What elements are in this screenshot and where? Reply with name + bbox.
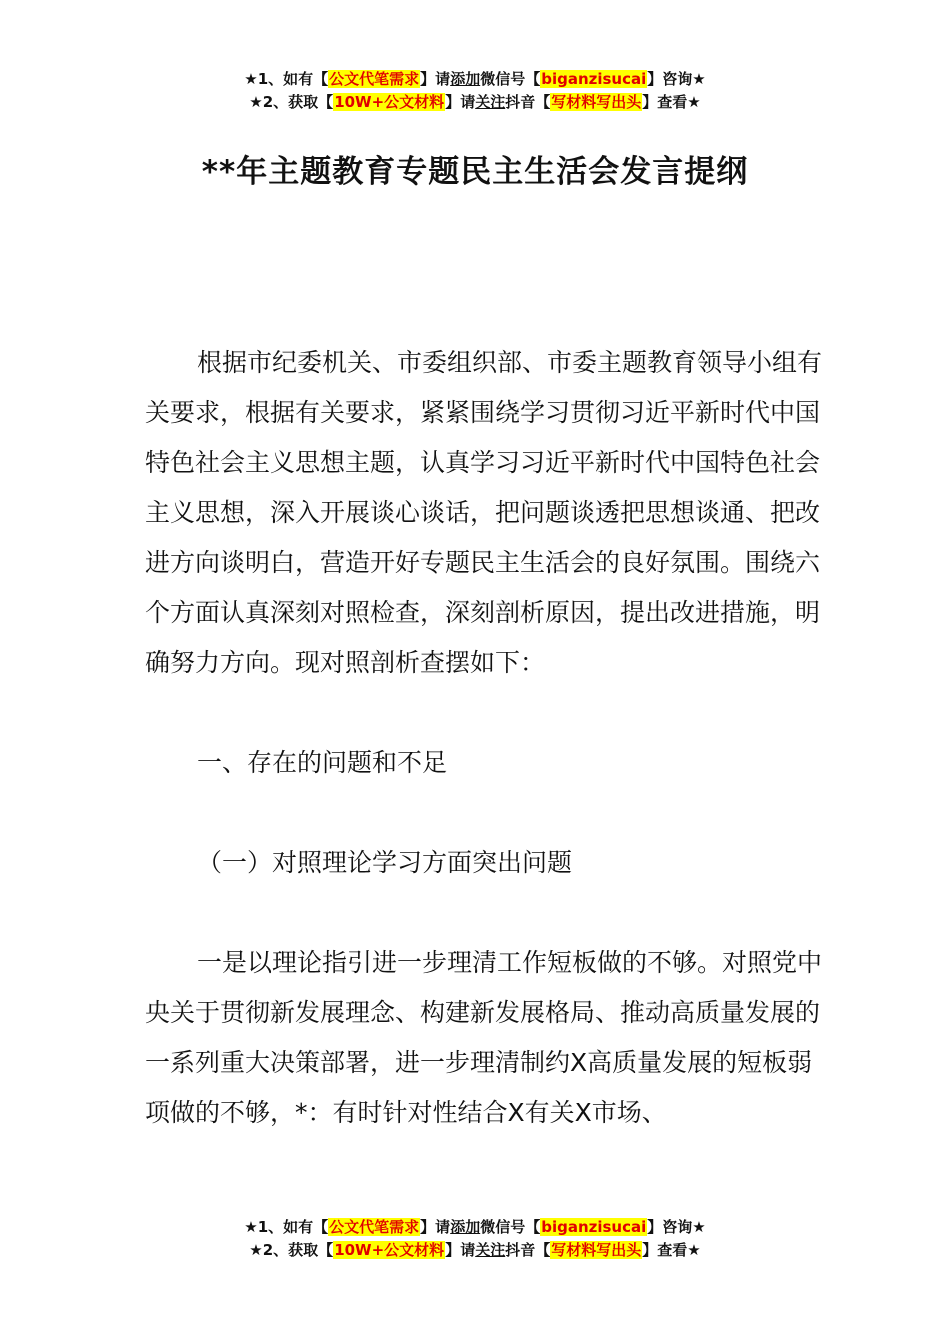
banner-line-1: ★1、如有【公文代笔需求】请添加微信号【biganzisucai】咨询★ (244, 70, 706, 88)
subsection-heading: （一）对照理论学习方面突出问题 (197, 848, 573, 877)
section-heading: 一、存在的问题和不足 (197, 748, 448, 777)
highlight-materials: 10W+公文材料 (334, 93, 445, 111)
document-title: **年主题教育专题民主生活会发言提纲 (201, 154, 749, 190)
highlight-materials: 10W+公文材料 (334, 1241, 445, 1259)
banner-line-2: ★2、获取【10W+公文材料】请关注抖音【写材料写出头】查看★ (249, 1241, 701, 1259)
point-paragraph: 一是以理论指引进一步理清工作短板做的不够。对照党中央关于贯彻新发展理念、构建新发展格局、推动高质量发展的一系列重大决策部署，进一步理清制约X高质量发展的短板弱项做的不够，*：有时针对性结合X有关X市场、 (145, 948, 823, 1127)
highlight-wechat-id: biganzisucai (541, 70, 647, 88)
footer-banner (0, 1216, 950, 1262)
banner-line-2: ★2、获取【10W+公文材料】请关注抖音【写材料写出头】查看★ (249, 93, 701, 111)
highlight-service: 公文代笔需求 (329, 70, 420, 88)
document-body (145, 338, 825, 1138)
highlight-douyin-account: 写材料写出头 (551, 93, 642, 111)
highlight-service: 公文代笔需求 (329, 1218, 420, 1236)
highlight-douyin-account: 写材料写出头 (551, 1241, 642, 1259)
highlight-wechat-id: biganzisucai (541, 1218, 647, 1236)
banner-line-1: ★1、如有【公文代笔需求】请添加微信号【biganzisucai】咨询★ (244, 1218, 706, 1236)
header-banner (0, 68, 950, 114)
intro-paragraph: 根据市纪委机关、市委组织部、市委主题教育领导小组有关要求，根据有关要求，紧紧围绕学习贯彻习近平新时代中国特色社会主义思想主题，认真学习习近平新时代中国特色社会主义思想，深入开展谈心谈话，把问题谈透把思想谈通、把改进方向谈明白，营造开好专题民主生活会的良好氛围。围绕六个方面认真深刻对照检查，深刻剖析原因，提出改进措施，明确努力方向。现对照剖析查摆如下： (145, 348, 823, 677)
